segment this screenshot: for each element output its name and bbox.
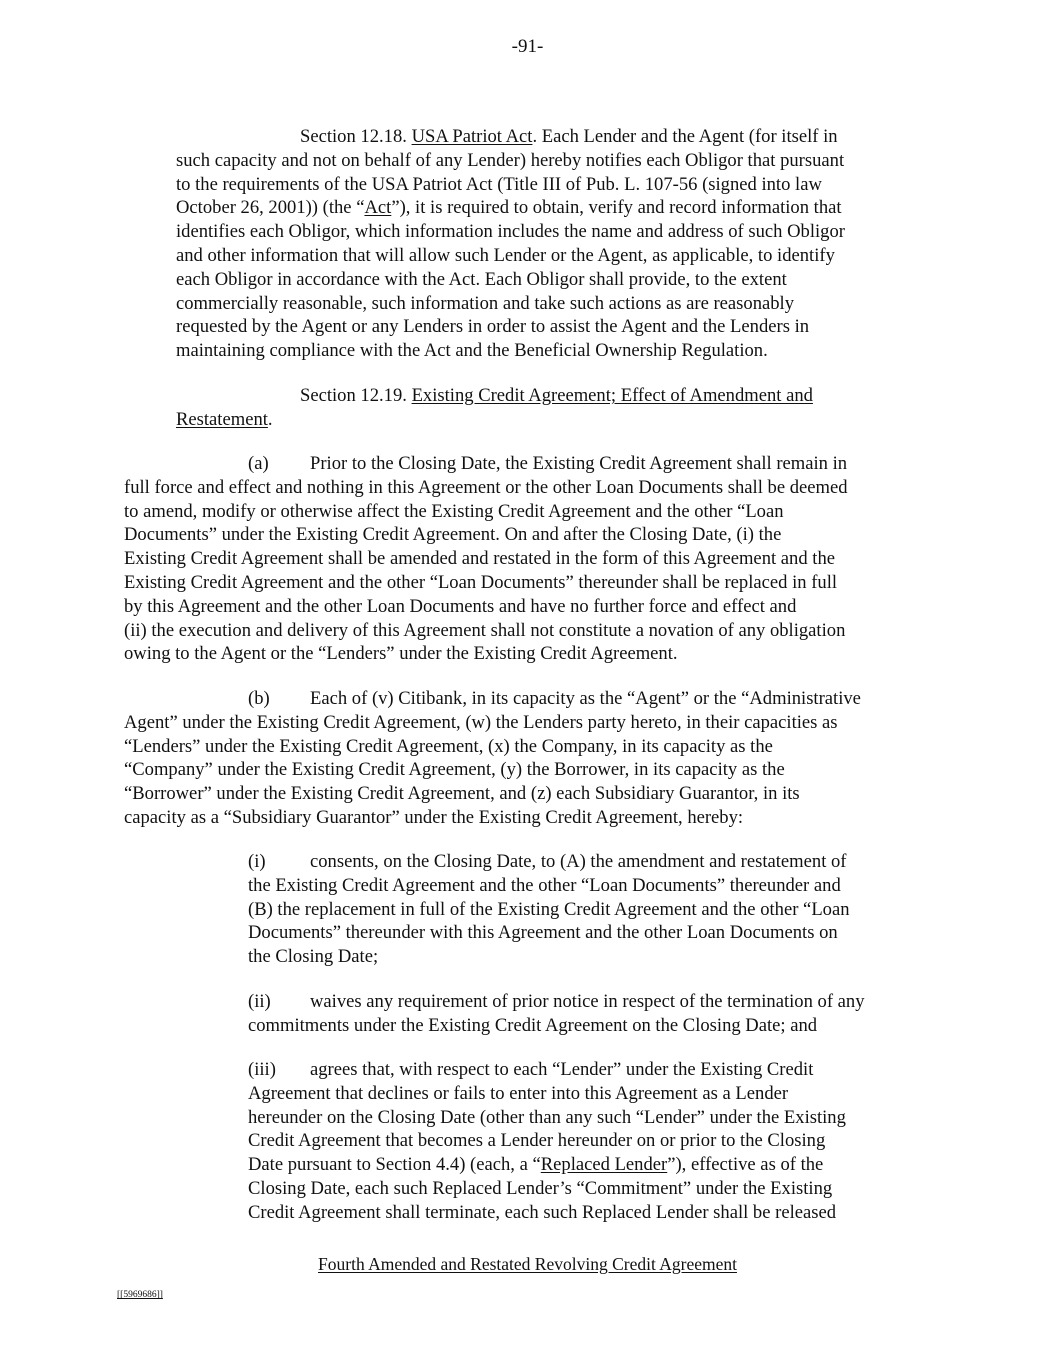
text-line <box>248 850 850 874</box>
text-segment: . <box>267 408 273 430</box>
text-line: Documents” thereunder with this Agreement and the other Loan Documents on <box>248 922 838 944</box>
text-line: owing to the Agent or the “Lenders” under the Existing Credit Agreement. <box>124 643 678 665</box>
text-line: (B) the replacement in full of the Existing Credit Agreement and the other “Loan <box>248 898 850 920</box>
section-heading-prefix: Section 12.19. <box>300 385 412 406</box>
text-line: Agent” under the Existing Credit Agreement, (w) the Lenders party hereto, in their capacities as <box>124 711 838 733</box>
text-line: Existing Credit Agreement shall be amended and restated in the form of this Agreement and the <box>124 548 836 570</box>
section-12-19-heading <box>176 384 813 432</box>
section-12-18 <box>176 125 845 363</box>
item-iii <box>248 1058 846 1225</box>
text-segment: October 26, 2001)) (the “ <box>176 197 365 219</box>
text-segment: waives any requirement of prior notice in respect of the termination of any <box>310 991 865 1012</box>
text-segment: ”), effective as of the <box>667 1154 824 1176</box>
item-i <box>248 850 850 969</box>
text-line: full force and effect and nothing in this Agreement or the other Loan Documents shall be deemed <box>124 476 848 498</box>
section-heading-title-cont: Restatement <box>176 408 268 430</box>
paragraph-label: (a) <box>248 453 269 474</box>
text-line: capacity as a “Subsidiary Guarantor” under the Existing Credit Agreement, hereby: <box>124 806 744 828</box>
text-segment: consents, on the Closing Date, to (A) the amendment and restatement of <box>310 851 847 872</box>
text-segment: Each of (v) Citibank, in its capacity as the “Agent” or the “Administrative <box>310 688 861 709</box>
text-line <box>176 384 813 408</box>
text-line <box>124 687 861 711</box>
text-line: such capacity and not on behalf of any Lender) hereby notifies each Obligor that pursuant <box>176 149 845 171</box>
text-line <box>176 125 845 149</box>
page-number: -91- <box>511 36 544 57</box>
text-line <box>248 1058 846 1082</box>
text-line: Documents” under the Existing Credit Agreement. On and after the Closing Date, (i) the <box>124 524 782 546</box>
text-line: by this Agreement and the other Loan Documents and have no further force and effect and <box>124 595 797 617</box>
text-segment: Date pursuant to Section 4.4) (each, a “ <box>248 1154 541 1176</box>
paragraph-label: (b) <box>248 688 270 709</box>
text-segment: ”), it is required to obtain, verify and record information that <box>391 197 842 219</box>
text-line: (ii) the execution and delivery of this Agreement shall not constitute a novation of any obligation <box>124 619 846 641</box>
text-line: Closing Date, each such Replaced Lender’s “Commitment” under the Existing <box>248 1177 833 1199</box>
text-line: Credit Agreement that becomes a Lender hereunder on or prior to the Closing <box>248 1130 826 1152</box>
text-line: the Existing Credit Agreement and the other “Loan Documents” thereunder and <box>248 874 841 896</box>
section-heading-prefix: Section 12.18. <box>300 126 412 147</box>
text-line: and other information that will allow such Lender or the Agent, as applicable, to identify <box>176 244 835 266</box>
text-line: requested by the Agent or any Lenders in order to assist the Agent and the Lenders in <box>176 316 810 338</box>
item-label: (i) <box>248 851 266 872</box>
item-label: (iii) <box>248 1059 276 1080</box>
text-line: “Borrower” under the Existing Credit Agreement, and (z) each Subsidiary Guarantor, in its <box>124 783 800 805</box>
paragraph-a <box>124 452 848 666</box>
text-line: Existing Credit Agreement and the other “Loan Documents” thereunder shall be replaced in full <box>124 571 838 593</box>
text-line <box>248 1153 846 1177</box>
section-heading-title: USA Patriot Act <box>411 126 533 147</box>
text-line: each Obligor in accordance with the Act. Each Obligor shall provide, to the extent <box>176 268 787 290</box>
section-heading-title: Existing Credit Agreement; Effect of Amendment and <box>411 385 813 406</box>
footer-title-text: Fourth Amended and Restated Revolving Credit Agreement <box>318 1254 737 1274</box>
text-segment: Prior to the Closing Date, the Existing Credit Agreement shall remain in <box>310 453 848 474</box>
text-line: Credit Agreement shall terminate, each such Replaced Lender shall be released <box>248 1201 837 1223</box>
paragraph-b <box>124 687 861 830</box>
text-line: to the requirements of the USA Patriot Act (Title III of Pub. L. 107-56 (signed into law <box>176 173 822 195</box>
text-line: hereunder on the Closing Date (other than any such “Lender” under the Existing <box>248 1106 846 1128</box>
text-line <box>176 196 845 220</box>
defined-term-act: Act <box>364 197 392 219</box>
text-segment: . Each Lender and the Agent (for itself in <box>532 126 838 147</box>
text-line: commitments under the Existing Credit Agreement on the Closing Date; and <box>248 1014 818 1036</box>
text-line: commercially reasonable, such information and take such actions as are reasonably <box>176 292 795 314</box>
text-line: Agreement that declines or fails to enter into this Agreement as a Lender <box>248 1082 789 1104</box>
text-line: “Company” under the Existing Credit Agreement, (y) the Borrower, in its capacity as the <box>124 759 785 781</box>
text-segment: agrees that, with respect to each “Lender” under the Existing Credit <box>310 1059 814 1080</box>
defined-term-replaced-lender: Replaced Lender <box>540 1154 668 1176</box>
text-line <box>248 990 865 1014</box>
text-line: the Closing Date; <box>248 946 379 968</box>
text-line: maintaining compliance with the Act and the Beneficial Ownership Regulation. <box>176 340 768 362</box>
text-line: “Lenders” under the Existing Credit Agreement, (x) the Company, in its capacity as the <box>124 735 773 757</box>
item-ii <box>248 990 865 1038</box>
document-id: [[5969686]] <box>117 1290 163 1300</box>
text-line: identifies each Obligor, which information includes the name and address of such Obligor <box>176 221 845 243</box>
text-line <box>124 452 848 476</box>
text-line: to amend, modify or otherwise affect the Existing Credit Agreement and the other “Loan <box>124 500 784 522</box>
footer-title <box>0 1254 1055 1275</box>
item-label: (ii) <box>248 991 271 1012</box>
text-line <box>176 408 813 432</box>
